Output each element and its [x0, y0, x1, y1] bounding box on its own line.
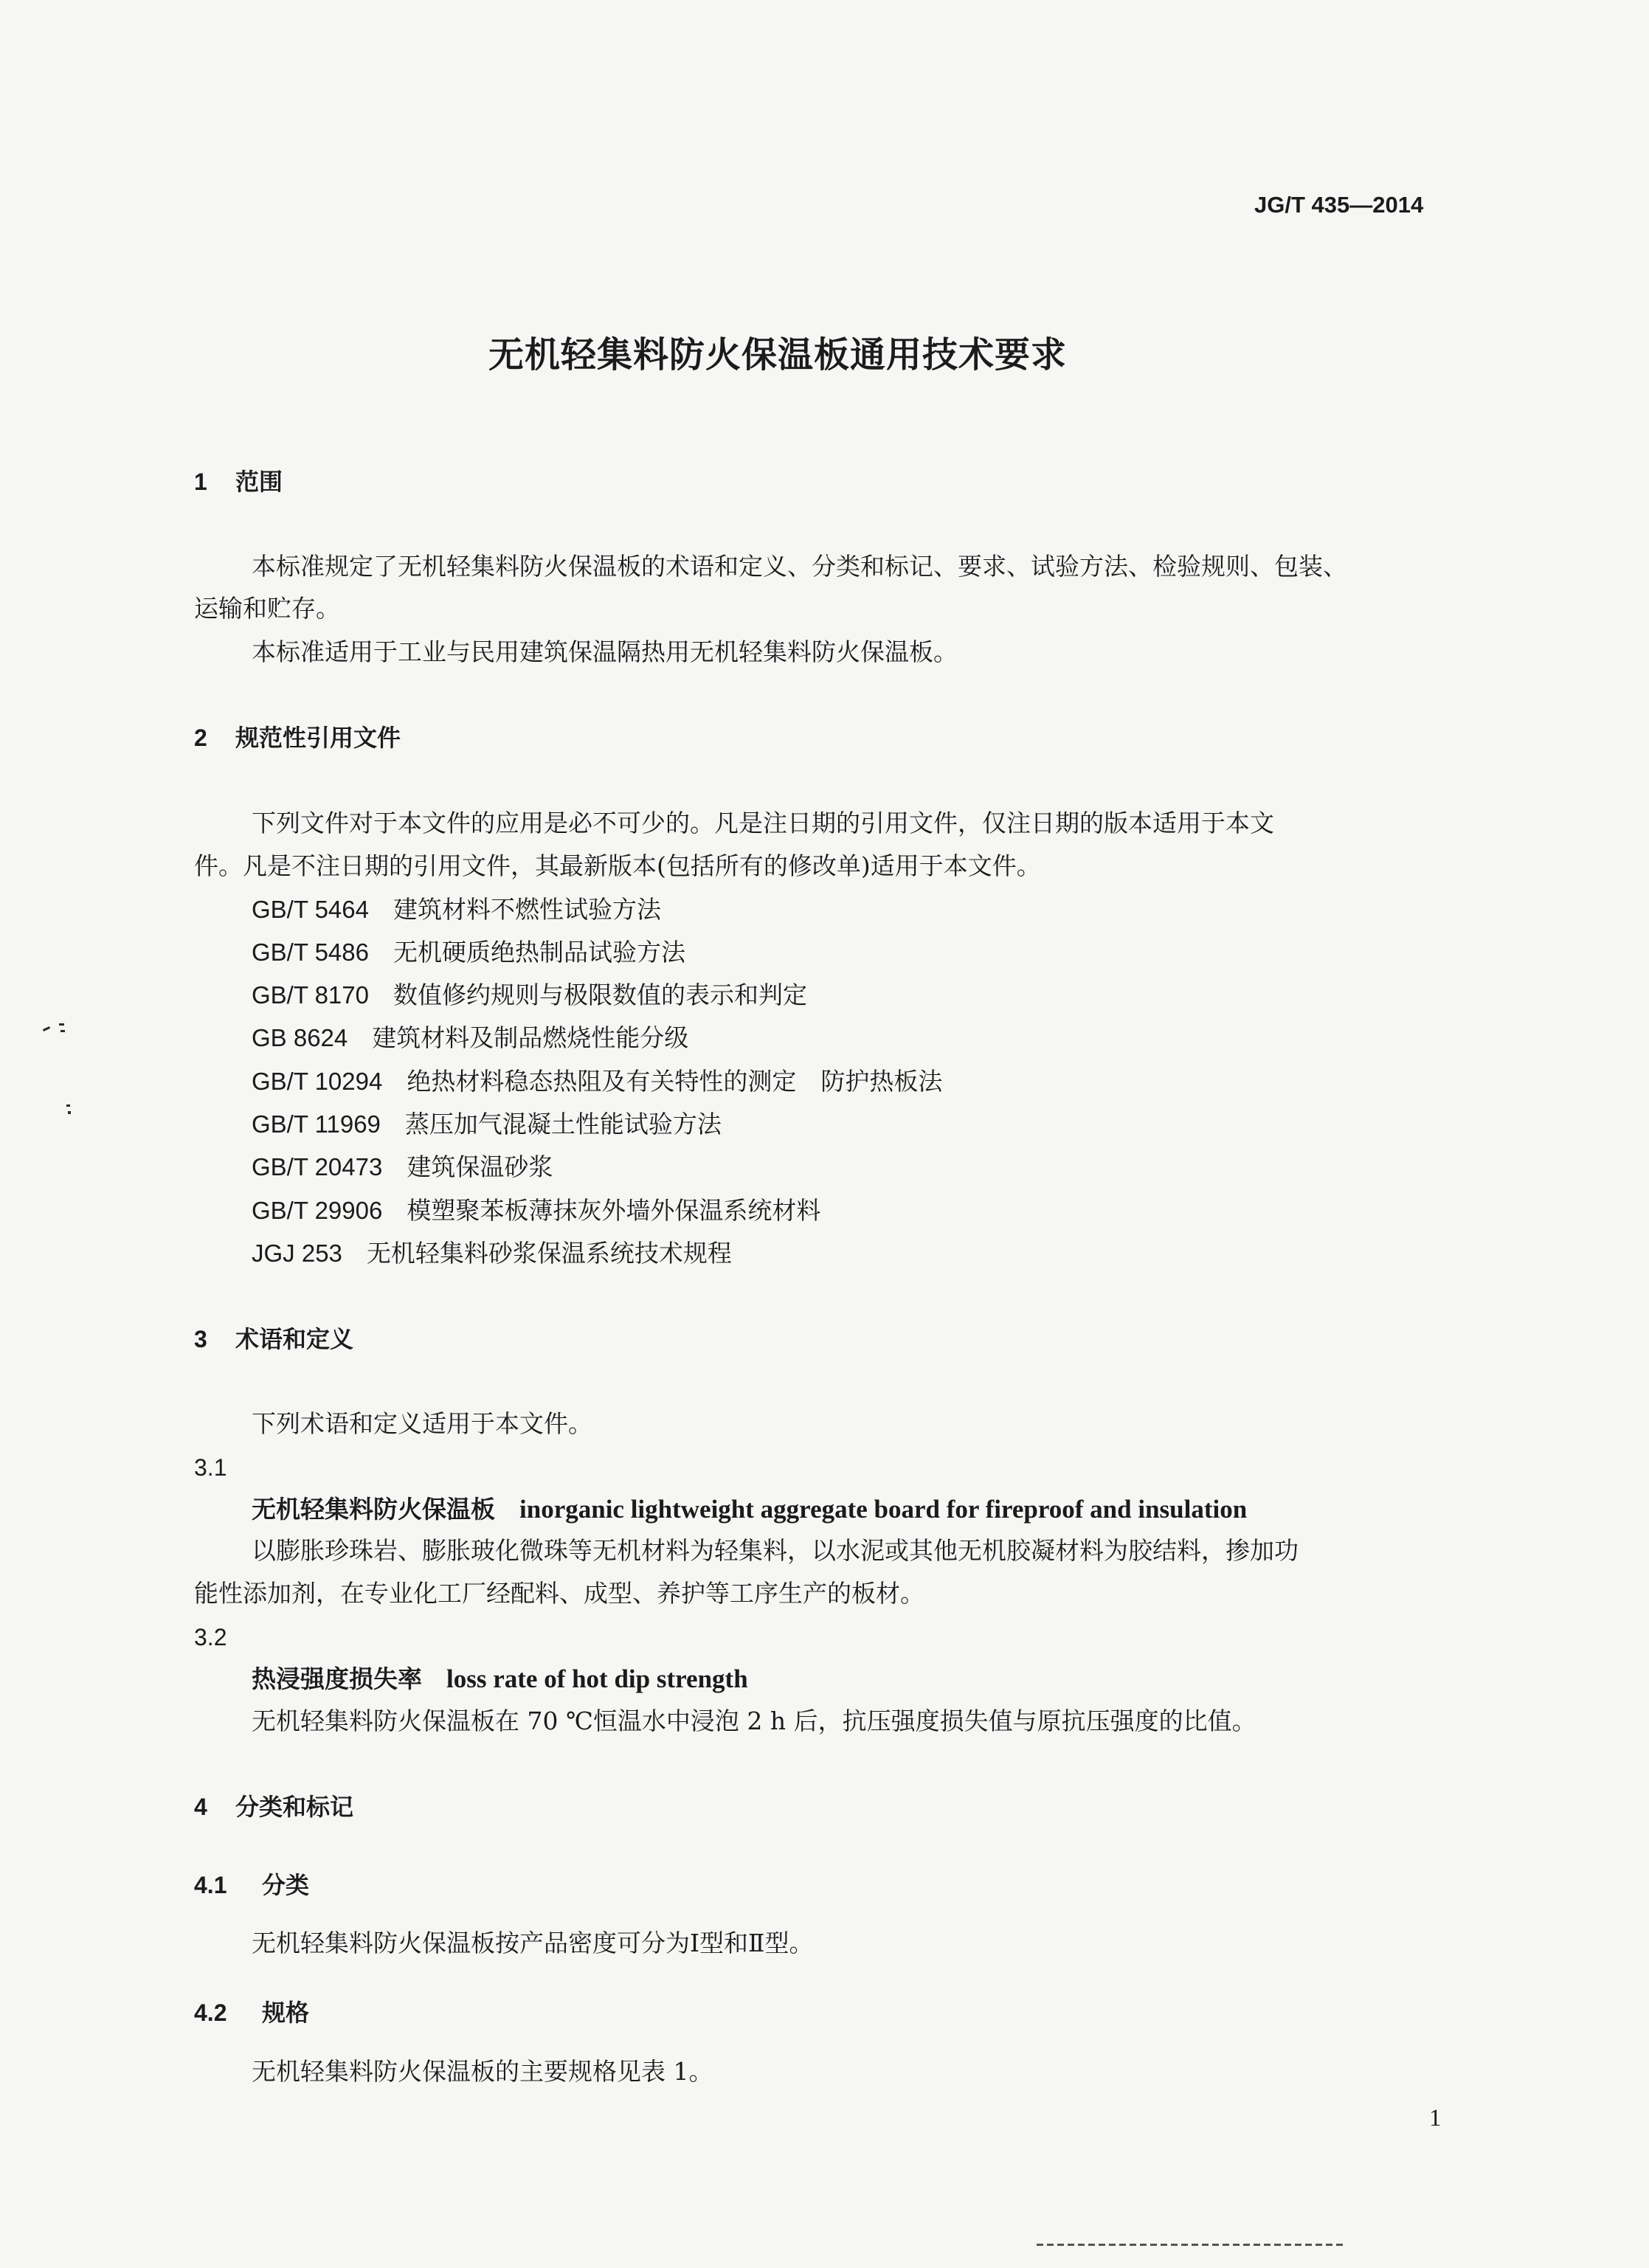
- section-title: 分类和标记: [235, 1793, 354, 1821]
- subsection-4-1-heading: [194, 1873, 309, 1897]
- subsection-title: 规格: [262, 1999, 310, 2027]
- reference-code: GB/T 8170: [252, 981, 369, 1009]
- scan-speck: [68, 1111, 71, 1114]
- paragraph-line: 下列文件对于本文件的应用是必不可少的。凡是注日期的引用文件，仅注日期的版本适用于本文: [252, 809, 1274, 837]
- reference-item: [252, 1239, 732, 1268]
- section-title: 术语和定义: [235, 1325, 354, 1353]
- term-number: 3.2: [194, 1624, 227, 1650]
- reference-title: 建筑材料及制品燃烧性能分级: [372, 1023, 689, 1052]
- section-number: 1: [194, 469, 207, 495]
- reference-item: [252, 983, 807, 1007]
- scan-speck: [66, 1104, 70, 1107]
- reference-title: 模塑聚苯板薄抹灰外墙外保温系统材料: [407, 1196, 821, 1225]
- reference-code: GB/T 5464: [252, 896, 369, 923]
- section-number: 3: [194, 1326, 207, 1352]
- term-chinese: 热浸强度损失率: [252, 1664, 422, 1693]
- paragraph-line: 本标准适用于工业与民用建筑保温隔热用无机轻集料防火保温板。: [252, 637, 958, 666]
- paragraph-line: 本标准规定了无机轻集料防火保温板的术语和定义、分类和标记、要求、试验方法、检验规则、包装、: [252, 552, 1347, 581]
- reference-title: 无机轻集料砂浆保温系统技术规程: [366, 1239, 732, 1268]
- reference-title: 蒸压加气混凝土性能试验方法: [404, 1110, 722, 1138]
- reference-item: [252, 1023, 689, 1052]
- section-title: 范围: [235, 468, 283, 496]
- paragraph-line: 件。凡是不注日期的引用文件，其最新版本(包括所有的修改单)适用于本文件。: [194, 851, 1041, 880]
- section-title: 规范性引用文件: [235, 724, 401, 752]
- reference-item: [252, 938, 685, 967]
- reference-title: 建筑材料不燃性试验方法: [393, 895, 661, 924]
- paragraph-line: 运输和贮存。: [194, 594, 340, 623]
- paragraph-line: 无机轻集料防火保温板按产品密度可分为Ⅰ型和Ⅱ型。: [252, 1929, 814, 1957]
- reference-code: GB/T 5486: [252, 938, 369, 966]
- document-title: 无机轻集料防火保温板通用技术要求: [488, 334, 1068, 376]
- subsection-4-2-heading: [194, 2001, 309, 2025]
- section-number: 4: [194, 1794, 207, 1820]
- reference-item: [252, 897, 661, 922]
- term-entry: [252, 1666, 748, 1692]
- reference-code: GB/T 20473: [252, 1153, 383, 1180]
- reference-title: 建筑保温砂浆: [407, 1152, 553, 1181]
- definition-line: 以膨胀珍珠岩、膨胀玻化微珠等无机材料为轻集料，以水泥或其他无机胶凝材料为胶结料，掺加功: [252, 1536, 1299, 1565]
- reference-title: 无机硬质绝热制品试验方法: [393, 938, 685, 967]
- section-3-heading: [194, 1327, 353, 1351]
- scan-speck: [43, 1026, 50, 1031]
- subsection-number: 4.1: [194, 1872, 227, 1898]
- reference-code: GB 8624: [252, 1024, 348, 1051]
- scan-speck: [59, 1023, 64, 1026]
- section-2-heading: [194, 726, 401, 750]
- definition-line: 能性添加剂，在专业化工厂经配料、成型、养护等工序生产的板材。: [194, 1579, 924, 1608]
- paragraph-line: 下列术语和定义适用于本文件。: [252, 1409, 592, 1438]
- subsection-title: 分类: [262, 1871, 310, 1899]
- reference-title: 绝热材料稳态热阻及有关特性的测定 防护热板法: [407, 1067, 943, 1096]
- term-english: inorganic lightweight aggregate board for fireproof and insulation: [519, 1495, 1248, 1524]
- subsection-number: 4.2: [194, 1999, 227, 2026]
- term-entry: [252, 1496, 1247, 1522]
- reference-code: GB/T 29906: [252, 1197, 383, 1224]
- paragraph-line: 无机轻集料防火保温板的主要规格见表 1。: [252, 2057, 713, 2086]
- standard-code: JG/T 435—2014: [1254, 192, 1424, 218]
- term-number: 3.1: [194, 1454, 227, 1481]
- reference-code: JGJ 253: [252, 1240, 342, 1267]
- term-english: loss rate of hot dip strength: [446, 1664, 748, 1693]
- definition-line: 无机轻集料防火保温板在 70 ℃恒温水中浸泡 2 h 后，抗压强度损失值与原抗压强度的比值。: [252, 1707, 1256, 1735]
- term-chinese: 无机轻集料防火保温板: [252, 1495, 495, 1524]
- reference-item: [252, 1067, 943, 1096]
- reference-code: GB/T 11969: [252, 1110, 381, 1138]
- reference-item: [252, 1198, 820, 1223]
- section-1-heading: [194, 470, 283, 494]
- page-number: 1: [1429, 2105, 1442, 2132]
- reference-item: [252, 1112, 722, 1136]
- scan-artifact-line: [1037, 2244, 1346, 2246]
- section-4-heading: [194, 1795, 353, 1819]
- section-number: 2: [194, 725, 207, 751]
- scan-speck: [61, 1030, 65, 1032]
- reference-item: [252, 1152, 553, 1181]
- reference-code: GB/T 10294: [252, 1068, 383, 1095]
- reference-title: 数值修约规则与极限数值的表示和判定: [393, 981, 807, 1009]
